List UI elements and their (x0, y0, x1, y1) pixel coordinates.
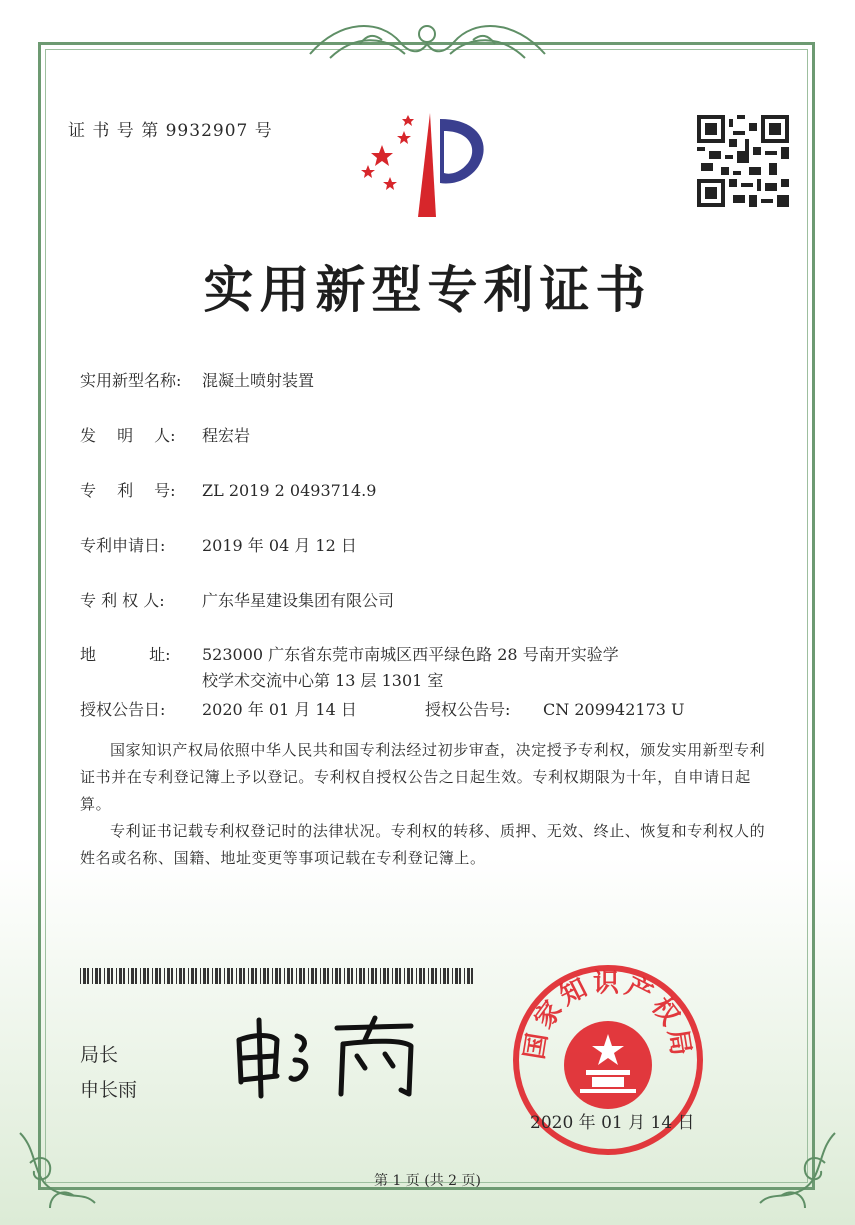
field-label: 发 明 人: (80, 426, 176, 445)
field-utility-model-name (80, 368, 314, 391)
field-label: 专利申请日: (80, 536, 166, 555)
field-value: 广东华星建设集团有限公司 (202, 591, 395, 610)
qr-code-icon (697, 115, 789, 207)
field-label: 专 利 权 人: (80, 591, 165, 610)
page-footer: 第 1 页 (共 2 页) (374, 1173, 481, 1189)
seal-date: 2020 年 01 月 14 日 (530, 1113, 695, 1133)
statement-paragraph: 国家知识产权局依照中华人民共和国专利法经过初步审查，决定授予专利权，颁发实用新型专利证书并在专利登记簿上予以登记。专利权自授权公告之日起生效。专利权期限为十年，自申请日起算。 (80, 741, 766, 813)
field-patent-holder (80, 588, 394, 611)
field-value: CN 209942173 U (543, 700, 685, 719)
field-value: 2020 年 01 月 14 日 (202, 700, 357, 719)
field-label: 地 址: (80, 645, 171, 664)
address-line-1: 523000 广东省东莞市南城区西平绿色路 28 号南开实验学 (202, 645, 619, 664)
field-grant-date (80, 697, 357, 720)
field-filing-date (80, 533, 357, 556)
field-label: 专 利 号: (80, 481, 176, 500)
director-name: 申长雨 (80, 1079, 138, 1101)
field-label: 授权公告日: (80, 700, 166, 719)
director-title: 局长 (80, 1044, 119, 1066)
barcode-icon (80, 968, 474, 984)
field-label: 实用新型名称: (80, 371, 182, 390)
field-value: 2019 年 04 月 12 日 (202, 536, 357, 555)
statement-paragraph: 专利证书记载专利权登记时的法律状况。专利权的转移、质押、无效、终止、恢复和专利权人的姓名或名称、国籍、地址变更等事项记载在专利登记簿上。 (80, 822, 766, 867)
field-grant-number (425, 697, 685, 720)
field-patent-number (80, 478, 376, 501)
document-title: 实用新型专利证书 (203, 260, 652, 319)
field-label: 授权公告号: (425, 700, 511, 719)
field-address (80, 642, 619, 694)
field-value: 程宏岩 (202, 426, 251, 445)
address-line-2: 校学术交流中心第 13 层 1301 室 (202, 671, 444, 690)
handwritten-signature-icon (225, 1010, 425, 1100)
field-value (202, 642, 619, 694)
field-inventor (80, 423, 250, 446)
patent-office-logo-icon (360, 105, 495, 220)
corner-ornament-icon (10, 1123, 100, 1213)
field-value: ZL 2019 2 0493714.9 (202, 481, 377, 500)
field-value: 混凝土喷射装置 (202, 371, 315, 390)
corner-ornament-icon (755, 1123, 845, 1213)
svg-text:国家知识产权局: 国家知识产权局 (519, 968, 697, 1062)
certificate-number: 证 书 号 第 9932907 号 (68, 121, 273, 141)
top-ornament-icon (300, 14, 555, 68)
